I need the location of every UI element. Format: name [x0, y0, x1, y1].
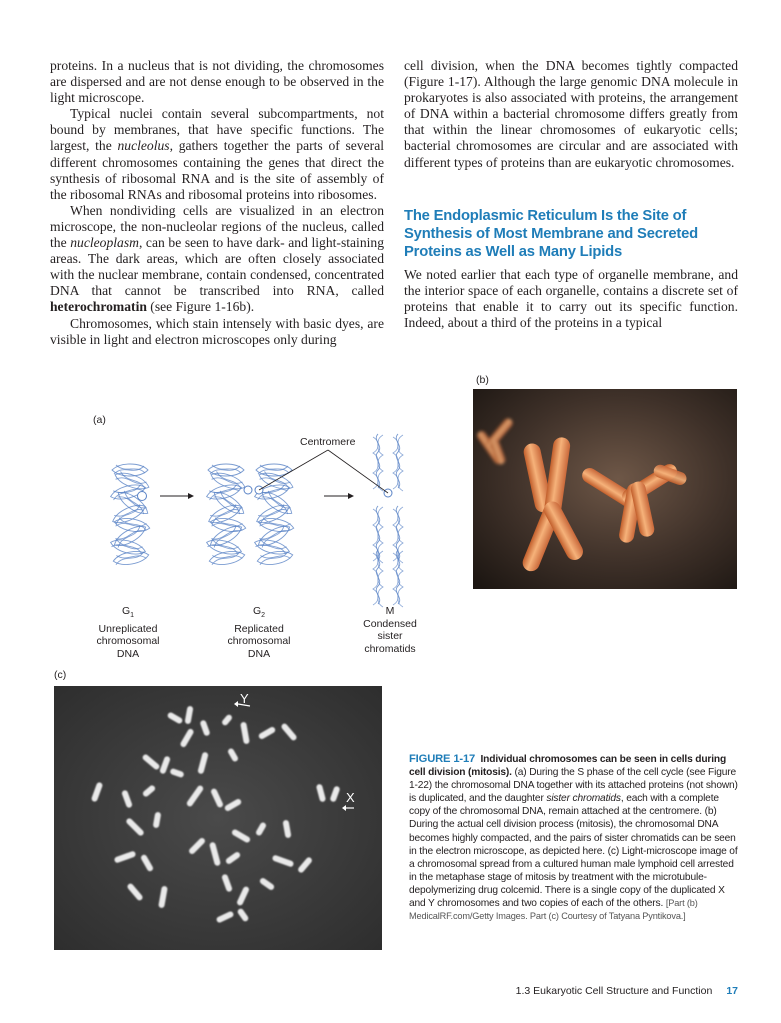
figure-number: FIGURE 1-17 [409, 753, 476, 765]
figure-caption: FIGURE 1-17 Individual chromosomes can be seen in cells during cell division (mitosis). (a) During the S phase of the cell cycle (see Figure 1-22) the chromosomal DNA together with its attached proteins (not shown) is duplicated, and the daughter sister chromatids, each with a complete copy of the chromosomal DNA, remain attached at the centromere. (b) During the actual cell division process (mitosis), the chromosomal DNA becomes highly compacted, and the pairs of sister chromatids can be seen in the electron microscope, as depicted here. (c) Light-microscope image of a chromosomal spread from a cultured human male lymphoid cell arrested in the metaphase stage of mitosis by treatment with the microtubule-depolymerizing drug colcemid. There is a single copy of the duplicated X and Y chromosomes and two copies of each of the others. [Part (b) MedicalRF.com/Getty Images. Part (c) Courtesy of Tatyana Pyntikova.] [409, 753, 738, 922]
g2-chromosome [205, 464, 295, 567]
paragraph: Typical nuclei contain several subcompartments, not bound by membranes, that have specific functions. The largest, the nucleolus, gathers together the parts of several different chromosomes containing the genes that direct the synthesis of ribosomal RNA and is the site of assembly of the ribosomal RNAs and ribosomal proteins into ribosomes. [50, 106, 384, 202]
metaphase-spread-photo [54, 686, 382, 950]
arrow-icon [324, 493, 354, 499]
photo-credit: [Part (b) MedicalRF.com/Getty Images. Part (c) Courtesy of Tatyana Pyntikova.] [409, 898, 698, 922]
left-text-column [50, 58, 384, 348]
right-text-column [404, 58, 738, 331]
x-marker-label: X [346, 790, 355, 805]
panel-label-a: (a) [93, 414, 106, 426]
centromere-pointer [259, 450, 388, 493]
g1-chromosome [109, 464, 151, 567]
chromosome-micrograph-photo [473, 389, 737, 589]
caption-title: Individual chromosomes can be seen in cells during cell division (mitosis). [409, 754, 727, 779]
y-marker-label: Y [240, 691, 249, 706]
page-number: 17 [726, 985, 738, 997]
paragraph: When nondividing cells are visualized in an electron microscope, the non-nucleolar regions of the nucleus, called the nucleoplasm, can be seen to have dark- and light-staining areas. The dark areas, which are often closely associated with the nuclear membrane, contain condensed, concentrated DNA that cannot be transcribed into RNA, called heterochromatin (see Figure 1-16b). [50, 202, 384, 315]
paragraph: Chromosomes, which stain intensely with basic dyes, are visible in light and electron microscopes only during [50, 315, 384, 347]
stage-label-g1: $G_1$ Unreplicated chromosomal DNA [96, 605, 160, 660]
paragraph: proteins. In a nucleus that is not dividing, the chromosomes are dispersed and are not dense enough to be observed in the light microscope. [50, 58, 384, 106]
arrow-icon [160, 493, 194, 499]
stage-label-g2: $G_2$ Replicated chromosomal DNA [227, 605, 291, 660]
running-footer-section: 1.3 Eukaryotic Cell Structure and Function [515, 985, 713, 997]
section-heading: The Endoplasmic Reticulum Is the Site of Synthesis of Most Membrane and Secreted Proteins as Well as Many Lipids [404, 207, 698, 260]
stage-label-m: M Condensed sister chromatids [363, 605, 417, 655]
panel-label-b: (b) [476, 374, 489, 386]
page-footer [480, 985, 738, 997]
paragraph: We noted earlier that each type of organelle membrane, and the interior space of each organelle, contains a discrete set of proteins that enable it to carry out its specific function. Indeed, about a third of the proteins in a typical [404, 266, 738, 330]
m-chromosome [373, 434, 403, 607]
paragraph: cell division, when the DNA becomes tightly compacted (Figure 1-17). Although the large genomic DNA molecule in prokaryotes is also associated with proteins, the arrangement of DNA within a bacterial chromosome differs greatly from that within the linear chromosomes of eukaryotic cells; bacterial chromosomes are circular and are associated with different types of proteins than are eukaryotic chromosomes. [404, 58, 738, 170]
panel-label-c: (c) [54, 669, 67, 681]
centromere-label: Centromere [300, 436, 356, 448]
